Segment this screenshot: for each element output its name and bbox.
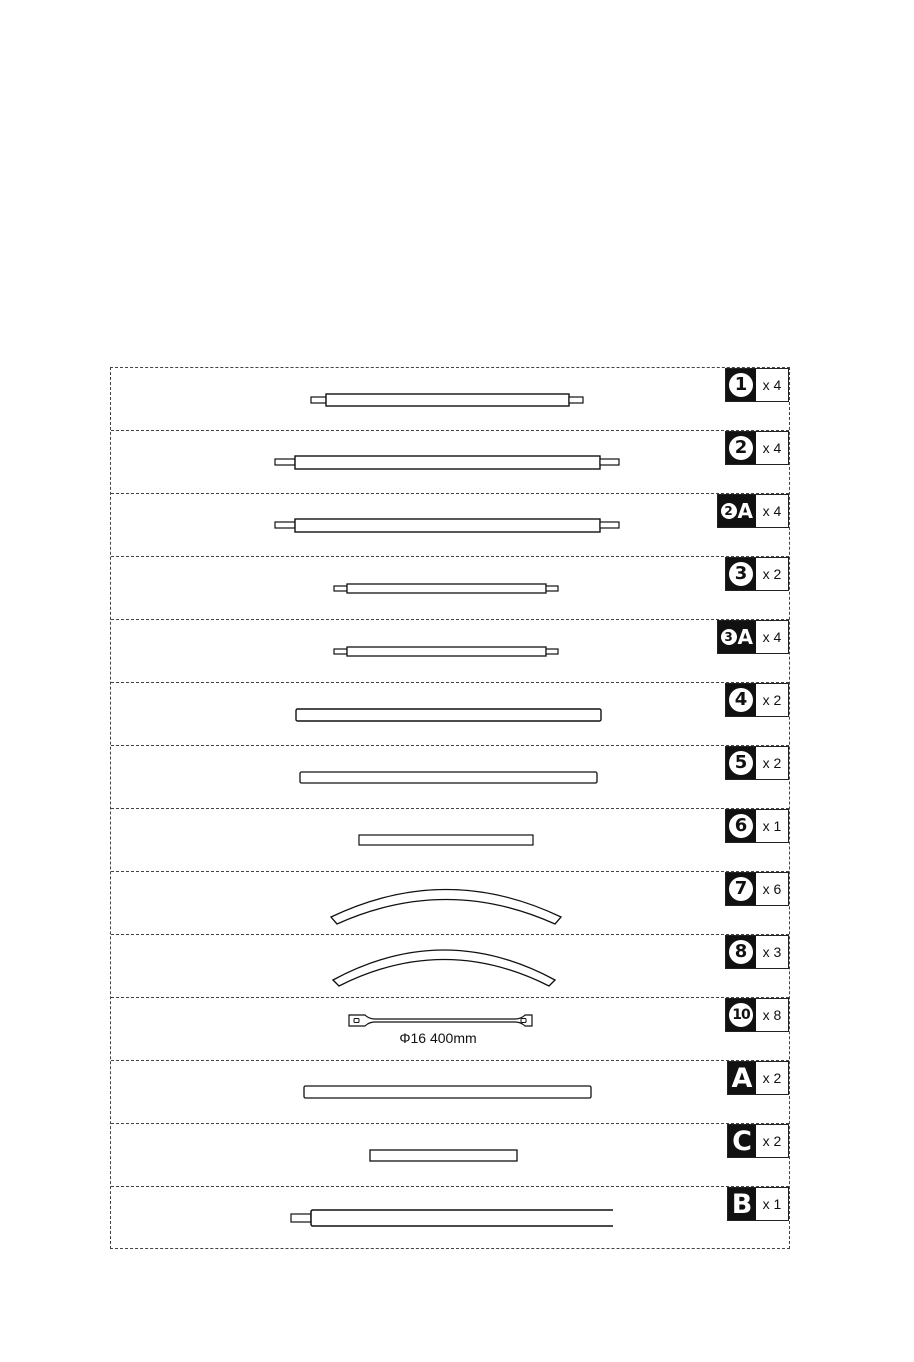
part-number: 2 (729, 436, 753, 460)
part-number: 4 (729, 688, 753, 712)
part-number: 6 (729, 814, 753, 838)
part-row-7 (111, 872, 789, 935)
part-badge (725, 998, 789, 1032)
part-quantity: x 2 (756, 1125, 788, 1157)
part-quantity: x 1 (756, 1188, 788, 1220)
part-badge (725, 557, 789, 591)
part-badge (725, 872, 789, 906)
part-badge (725, 683, 789, 717)
part-quantity: x 6 (756, 873, 788, 905)
part-id-badge (718, 495, 756, 527)
part-id-badge (726, 369, 756, 401)
part-quantity: x 2 (756, 747, 788, 779)
part-quantity: x 2 (756, 558, 788, 590)
part-badge (717, 620, 789, 654)
part-row-5 (111, 746, 789, 809)
part-number: 1 (729, 373, 753, 397)
part-row-b (111, 1187, 789, 1250)
part-3-drawing (111, 557, 791, 620)
part-6-drawing (111, 809, 791, 872)
part-id-badge (728, 1188, 756, 1220)
part-id-badge (728, 1062, 756, 1094)
part-row-a (111, 1061, 789, 1124)
part-badge (725, 809, 789, 843)
part-id-badge (726, 936, 756, 968)
part-id-badge (726, 432, 756, 464)
part-3a-drawing (111, 620, 791, 683)
part-letter: A (731, 1062, 753, 1094)
part-quantity: x 4 (756, 369, 788, 401)
part-number: 3 (721, 629, 737, 645)
part-quantity: x 4 (756, 432, 788, 464)
part-4-drawing (111, 683, 791, 746)
part-1-drawing (111, 368, 791, 431)
part-c-drawing (111, 1124, 791, 1187)
part-dimension-label: Φ16 400mm (399, 1030, 477, 1046)
part-quantity: x 2 (756, 684, 788, 716)
part-row-2a (111, 494, 789, 557)
part-id-badge (726, 873, 756, 905)
part-id-badge (726, 558, 756, 590)
part-quantity: x 4 (756, 495, 788, 527)
part-number: 7 (729, 877, 753, 901)
part-row-2 (111, 431, 789, 494)
part-id-badge (728, 1125, 756, 1157)
part-id-badge (726, 999, 756, 1031)
part-quantity: x 1 (756, 810, 788, 842)
part-a-drawing (111, 1061, 791, 1124)
part-2-drawing (111, 431, 791, 494)
part-badge (727, 1124, 789, 1158)
part-id-badge (726, 810, 756, 842)
part-7-drawing (111, 872, 791, 935)
part-badge (717, 494, 789, 528)
part-row-4 (111, 683, 789, 746)
part-suffix: A (737, 625, 753, 649)
part-quantity: x 2 (756, 1062, 788, 1094)
part-badge (725, 431, 789, 465)
part-number: 8 (729, 940, 753, 964)
parts-list (110, 367, 790, 1249)
part-letter: B (731, 1188, 753, 1220)
part-letter: C (732, 1125, 752, 1157)
part-number: 5 (729, 751, 753, 775)
part-quantity: x 8 (756, 999, 788, 1031)
part-row-3a (111, 620, 789, 683)
part-number: 10 (729, 1003, 753, 1027)
part-b-drawing (111, 1187, 791, 1250)
part-row-6 (111, 809, 789, 872)
part-5-drawing (111, 746, 791, 809)
part-id-badge (726, 684, 756, 716)
part-badge (727, 1187, 789, 1221)
part-row-c (111, 1124, 789, 1187)
part-row-10 (111, 998, 789, 1061)
part-badge (725, 746, 789, 780)
part-row-3 (111, 557, 789, 620)
part-quantity: x 3 (756, 936, 788, 968)
part-id-badge (718, 621, 756, 653)
part-id-badge (726, 747, 756, 779)
part-10-drawing (111, 998, 791, 1061)
part-badge (725, 935, 789, 969)
part-row-8 (111, 935, 789, 998)
part-quantity: x 4 (756, 621, 788, 653)
part-row-1 (111, 368, 789, 431)
part-number: 2 (721, 503, 737, 519)
part-suffix: A (737, 499, 753, 523)
part-badge (725, 368, 789, 402)
part-2a-drawing (111, 494, 791, 557)
part-8-drawing (111, 935, 791, 998)
part-number: 3 (729, 562, 753, 586)
part-badge (727, 1061, 789, 1095)
